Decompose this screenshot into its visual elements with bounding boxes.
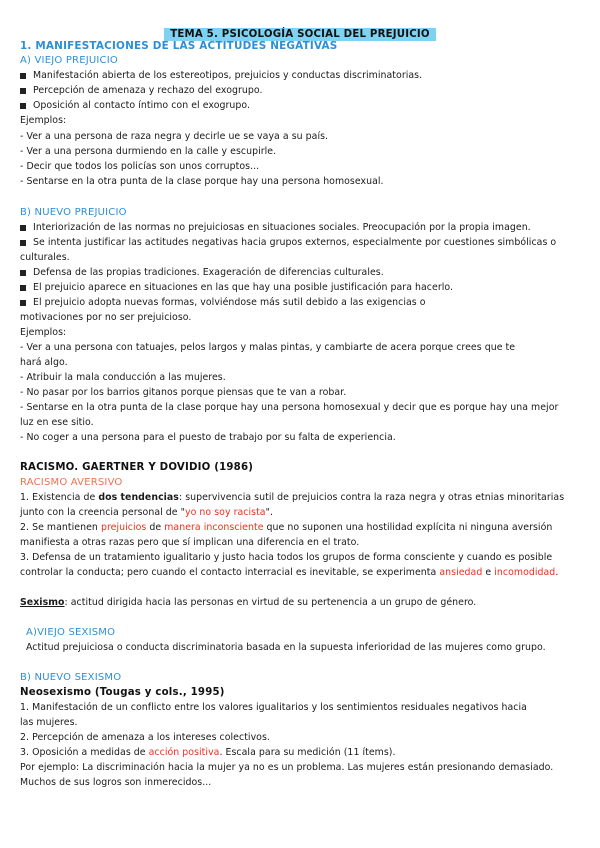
bullet-square-icon	[20, 73, 26, 79]
bullet-continuation: culturales.	[20, 252, 70, 263]
heading-racismo-aversivo: RACISMO AVERSIVO	[20, 477, 123, 488]
example-line: - Ver a una persona durmiendo en la calle y escupirle.	[20, 146, 277, 157]
bullet-square-icon	[20, 88, 26, 94]
example-line: hará algo.	[20, 357, 68, 368]
viejo-sexismo-text: Actitud prejuiciosa o conducta discriminatoria basada en la supuesta inferioridad de las mujeres como grupo.	[26, 642, 546, 653]
racismo-point-1-cont: junto con la creencia personal de "yo no soy racista".	[20, 507, 274, 518]
bullet-item: Oposición al contacto íntimo con el exogrupo.	[20, 100, 586, 112]
example-line: - No pasar por los barrios gitanos porque piensas que te van a robar.	[20, 387, 347, 398]
bullet-square-icon	[20, 285, 26, 291]
racismo-point-1: 1. Existencia de dos tendencias: supervivencia sutil de prejuicios contra la raza negra y otras etnias minoritarias	[20, 492, 565, 503]
neosexismo-point-3: 3. Oposición a medidas de acción positiva. Escala para su medición (11 ítems).	[20, 747, 396, 758]
neosexismo-point-1-cont: las mujeres.	[20, 717, 78, 728]
page-title: TEMA 5. PSICOLOGÍA SOCIAL DEL PREJUICIO	[0, 22, 600, 41]
ejemplos-label: Ejemplos:	[20, 327, 67, 338]
example-line: Por ejemplo: La discriminación hacia la mujer ya no es un problema. Las mujeres están presionando demasiado.	[20, 762, 554, 773]
heading-nuevo-sexismo: B) NUEVO SEXISMO	[20, 672, 122, 683]
racismo-point-3: 3. Defensa de un tratamiento igualitario y justo hacia todos los grupos de forma consciente y cuando es posible	[20, 552, 553, 563]
sexismo-definition: Sexismo: actitud dirigida hacia las personas en virtud de su pertenencia a un grupo de género.	[20, 597, 477, 608]
heading-viejo-sexismo: A)VIEJO SEXISMO	[26, 627, 116, 638]
bullet-item: Percepción de amenaza y rechazo del exogrupo.	[20, 85, 586, 97]
bullet-item: Interiorización de las normas no prejuiciosas en situaciones sociales. Preocupación por la propia imagen.	[20, 222, 586, 234]
example-line: - Ver a una persona de raza negra y decirle ue se vaya a su país.	[20, 131, 329, 142]
neosexismo-point-1: 1. Manifestación de un conflicto entre los valores igualitarios y los sentimientos residuales negativos hacia	[20, 702, 527, 713]
bullet-item: Manifestación abierta de los estereotipos, prejuicios y conductas discriminatorias.	[20, 70, 586, 82]
example-line: - Ver a una persona con tatuajes, pelos largos y malas pintas, y cambiarte de acera porque crees que te	[20, 342, 516, 353]
bullet-item: Defensa de las propias tradiciones. Exageración de diferencias culturales.	[20, 267, 586, 279]
example-line: - Decir que todos los policías son unos corruptos...	[20, 161, 260, 172]
bullet-square-icon	[20, 300, 26, 306]
heading-neosexismo: Neosexismo (Tougas y cols., 1995)	[20, 687, 225, 698]
example-line: - Sentarse en la otra punta de la clase porque hay una persona homosexual.	[20, 176, 384, 187]
heading-racismo: RACISMO. GAERTNER Y DOVIDIO (1986)	[20, 462, 254, 473]
neosexismo-point-2: 2. Percepción de amenaza a los intereses colectivos.	[20, 732, 270, 743]
example-line: - Sentarse en la otra punta de la clase porque hay una persona homosexual y decir que es porque hay una mejor	[20, 402, 559, 413]
racismo-point-2-cont: manifiesta a otras razas pero que sí implican una diferencia en el trato.	[20, 537, 360, 548]
bullet-continuation: motivaciones por no ser prejuicioso.	[20, 312, 192, 323]
example-line: - No coger a una persona para el puesto de trabajo por su falta de experiencia.	[20, 432, 396, 443]
heading-viejo-prejuicio: A) VIEJO PREJUICIO	[20, 55, 118, 66]
section-heading-manifestaciones: 1. MANIFESTACIONES DE LAS ACTITUDES NEGATIVAS	[20, 40, 338, 52]
bullet-square-icon	[20, 270, 26, 276]
example-line: luz en ese sitio.	[20, 417, 94, 428]
bullet-item: El prejuicio adopta nuevas formas, volviéndose más sutil debido a las exigencias o	[20, 297, 586, 309]
ejemplos-label: Ejemplos:	[20, 115, 67, 126]
heading-nuevo-prejuicio: B) NUEVO PREJUICIO	[20, 207, 127, 218]
bullet-square-icon	[20, 240, 26, 246]
racismo-point-3-cont: controlar la conducta; pero cuando el contacto interracial es inevitable, se experimenta ansiedad e incomodidad.	[20, 567, 559, 578]
example-line: - Atribuir la mala conducción a las mujeres.	[20, 372, 226, 383]
bullet-square-icon	[20, 225, 26, 231]
example-line: Muchos de sus logros son inmerecidos...	[20, 777, 212, 788]
racismo-point-2: 2. Se mantienen prejuicios de manera inconsciente que no suponen una hostilidad explícita ni ninguna aversión	[20, 522, 553, 533]
bullet-item: Se intenta justificar las actitudes negativas hacia grupos externos, especialmente por cuestiones simbólicas o	[20, 237, 586, 249]
bullet-item: El prejuicio aparece en situaciones en las que hay una posible justificación para hacerlo.	[20, 282, 586, 294]
bullet-square-icon	[20, 103, 26, 109]
